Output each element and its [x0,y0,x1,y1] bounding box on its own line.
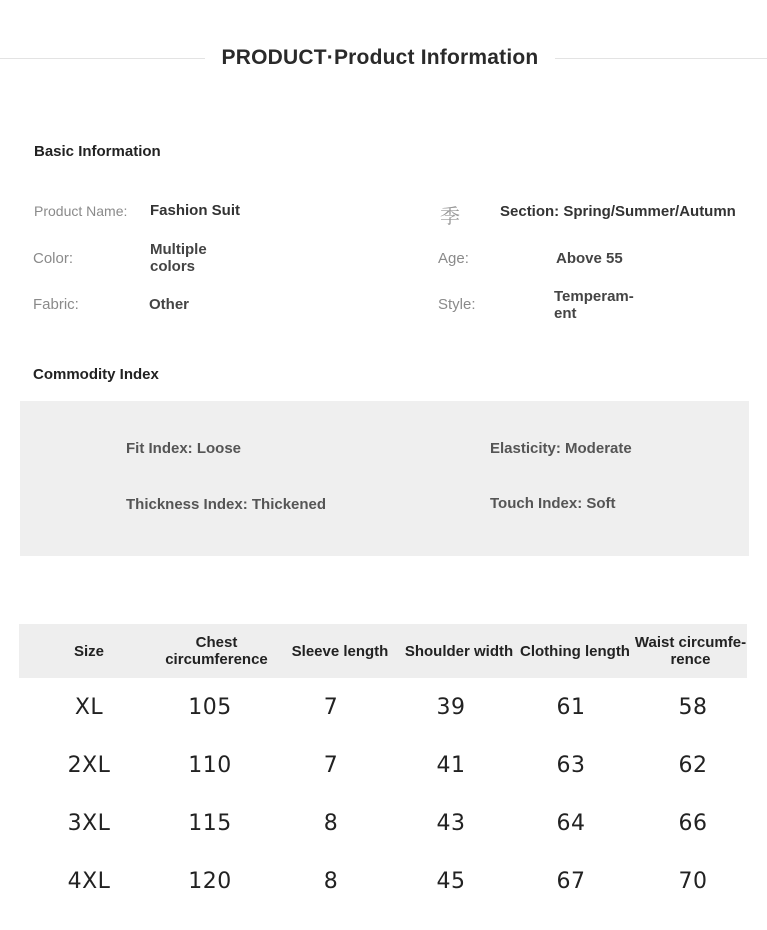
color-value-line2: colors [150,258,196,275]
header-sleeve: Sleeve length [291,642,389,660]
table-cell: 62 [678,753,708,778]
table-cell: 39 [436,695,466,720]
table-cell: 45 [436,869,466,894]
header-size: Size [73,642,104,660]
color-label: Color: [33,250,74,267]
table-cell: 120 [188,869,232,894]
table-cell: 105 [188,695,232,720]
header-chest: Chest circumference [165,634,268,668]
table-cell: 67 [556,869,586,894]
style-value-line2: ent [554,305,577,322]
table-cell: 41 [436,753,466,778]
table-cell: 7 [323,695,339,720]
size-cell: 2XL [67,753,111,778]
page-title: PRODUCT·Product Information [205,40,555,76]
fit-index: Fit Index: Loose [126,440,242,457]
table-cell: 70 [678,869,708,894]
table-cell: 63 [556,753,586,778]
season-icon: 季 [440,206,460,228]
table-cell: 64 [556,811,586,836]
title-rule-right [550,58,767,59]
size-cell: 3XL [67,811,111,836]
style-label: Style: [438,296,476,313]
table-cell: 8 [323,811,339,836]
section-value: Section: Spring/Summer/Autumn [500,203,736,220]
fabric-value: Other [149,296,190,313]
age-label: Age: [438,250,469,267]
table-cell: 61 [556,695,586,720]
size-table-header [19,624,747,678]
elasticity-index: Elasticity: Moderate [490,440,632,457]
color-value-line1: Multiple [150,241,207,258]
table-cell: 110 [188,753,232,778]
basic-info-heading: Basic Information [34,143,161,160]
fabric-label: Fabric: [33,296,79,313]
header-waist: Waist circumfe- rence [634,634,747,668]
table-cell: 58 [678,695,708,720]
product-name-value: Fashion Suit [150,202,240,219]
size-cell: XL [74,695,104,720]
header-clothing-length: Clothing length [520,642,630,660]
commodity-index-heading: Commodity Index [33,366,159,383]
age-value: Above 55 [556,250,623,267]
commodity-index-panel [20,401,749,556]
header-shoulder: Shoulder width [404,642,514,660]
table-cell: 8 [323,869,339,894]
touch-index: Touch Index: Soft [490,495,616,512]
size-cell: 4XL [67,869,111,894]
product-name-label: Product Name: [34,203,128,219]
table-cell: 115 [188,811,232,836]
title-rule-left [0,58,215,59]
table-cell: 7 [323,753,339,778]
thickness-index: Thickness Index: Thickened [126,496,327,513]
table-cell: 43 [436,811,466,836]
table-cell: 66 [678,811,708,836]
style-value-line1: Temperam- [554,288,634,305]
